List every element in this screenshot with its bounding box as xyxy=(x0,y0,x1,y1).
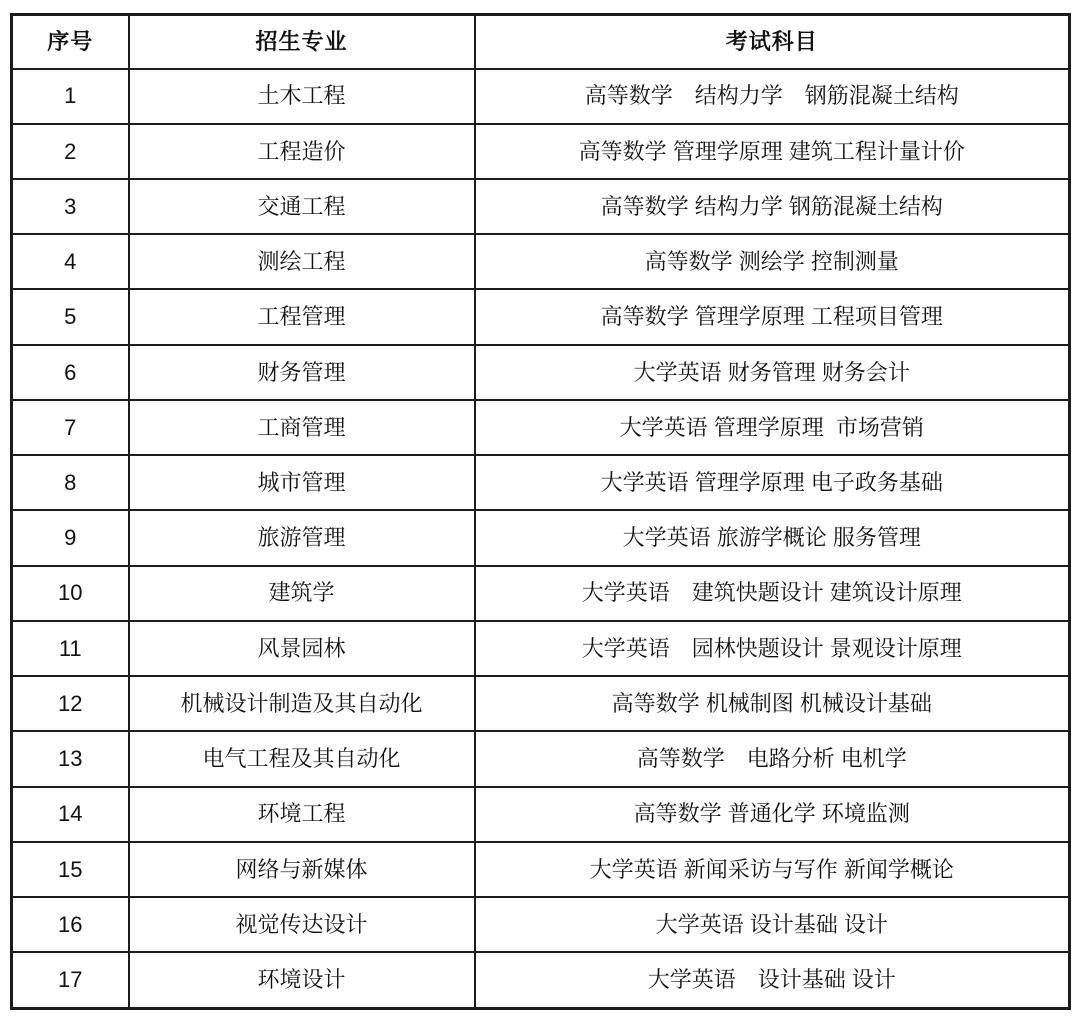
row-number-cell: 9 xyxy=(12,510,129,565)
col-header-subjects: 考试科目 xyxy=(475,15,1070,69)
table-row xyxy=(12,842,1070,897)
subjects-cell: 大学英语 旅游学概论 服务管理 xyxy=(475,510,1070,565)
table-row xyxy=(12,234,1070,289)
admission-table xyxy=(10,13,1071,1010)
subjects-cell: 大学英语 管理学原理 市场营销 xyxy=(475,400,1070,455)
row-number-cell: 1 xyxy=(12,69,129,124)
row-number-cell: 13 xyxy=(12,731,129,786)
major-cell: 视觉传达设计 xyxy=(129,897,475,952)
table-row xyxy=(12,124,1070,179)
subjects-cell: 高等数学 管理学原理 工程项目管理 xyxy=(475,289,1070,344)
subjects-cell: 高等数学 测绘学 控制测量 xyxy=(475,234,1070,289)
row-number-cell: 8 xyxy=(12,455,129,510)
row-number-cell: 16 xyxy=(12,897,129,952)
major-cell: 网络与新媒体 xyxy=(129,842,475,897)
table-row xyxy=(12,289,1070,344)
table-row xyxy=(12,69,1070,124)
table-row xyxy=(12,787,1070,842)
table-row xyxy=(12,897,1070,952)
major-cell: 工程造价 xyxy=(129,124,475,179)
table-row xyxy=(12,566,1070,621)
major-cell: 城市管理 xyxy=(129,455,475,510)
row-number-cell: 6 xyxy=(12,345,129,400)
row-number-cell: 11 xyxy=(12,621,129,676)
subjects-cell: 高等数学 普通化学 环境监测 xyxy=(475,787,1070,842)
table-row xyxy=(12,455,1070,510)
subjects-cell: 高等数学 电路分析 电机学 xyxy=(475,731,1070,786)
table-row xyxy=(12,731,1070,786)
header-row xyxy=(12,15,1070,69)
table-row xyxy=(12,952,1070,1008)
major-cell: 环境设计 xyxy=(129,952,475,1008)
subjects-cell: 高等数学 机械制图 机械设计基础 xyxy=(475,676,1070,731)
row-number-cell: 4 xyxy=(12,234,129,289)
table-row xyxy=(12,510,1070,565)
subjects-cell: 大学英语 设计基础 设计 xyxy=(475,897,1070,952)
col-header-index: 序号 xyxy=(12,15,129,69)
subjects-cell: 高等数学 结构力学 钢筋混凝土结构 xyxy=(475,69,1070,124)
subjects-cell: 大学英语 设计基础 设计 xyxy=(475,952,1070,1008)
subjects-cell: 大学英语 园林快题设计 景观设计原理 xyxy=(475,621,1070,676)
major-cell: 机械设计制造及其自动化 xyxy=(129,676,475,731)
major-cell: 建筑学 xyxy=(129,566,475,621)
row-number-cell: 14 xyxy=(12,787,129,842)
table-row xyxy=(12,345,1070,400)
table-row xyxy=(12,179,1070,234)
col-header-major: 招生专业 xyxy=(129,15,475,69)
major-cell: 交通工程 xyxy=(129,179,475,234)
table-row xyxy=(12,621,1070,676)
table-row xyxy=(12,676,1070,731)
row-number-cell: 15 xyxy=(12,842,129,897)
row-number-cell: 12 xyxy=(12,676,129,731)
subjects-cell: 大学英语 财务管理 财务会计 xyxy=(475,345,1070,400)
major-cell: 工商管理 xyxy=(129,400,475,455)
row-number-cell: 17 xyxy=(12,952,129,1008)
table-row xyxy=(12,400,1070,455)
major-cell: 旅游管理 xyxy=(129,510,475,565)
row-number-cell: 5 xyxy=(12,289,129,344)
major-cell: 环境工程 xyxy=(129,787,475,842)
subjects-cell: 大学英语 新闻采访与写作 新闻学概论 xyxy=(475,842,1070,897)
major-cell: 测绘工程 xyxy=(129,234,475,289)
row-number-cell: 7 xyxy=(12,400,129,455)
major-cell: 工程管理 xyxy=(129,289,475,344)
subjects-cell: 高等数学 结构力学 钢筋混凝土结构 xyxy=(475,179,1070,234)
row-number-cell: 2 xyxy=(12,124,129,179)
major-cell: 风景园林 xyxy=(129,621,475,676)
row-number-cell: 10 xyxy=(12,566,129,621)
major-cell: 财务管理 xyxy=(129,345,475,400)
subjects-cell: 高等数学 管理学原理 建筑工程计量计价 xyxy=(475,124,1070,179)
major-cell: 电气工程及其自动化 xyxy=(129,731,475,786)
subjects-cell: 大学英语 建筑快题设计 建筑设计原理 xyxy=(475,566,1070,621)
subjects-cell: 大学英语 管理学原理 电子政务基础 xyxy=(475,455,1070,510)
row-number-cell: 3 xyxy=(12,179,129,234)
major-cell: 土木工程 xyxy=(129,69,475,124)
